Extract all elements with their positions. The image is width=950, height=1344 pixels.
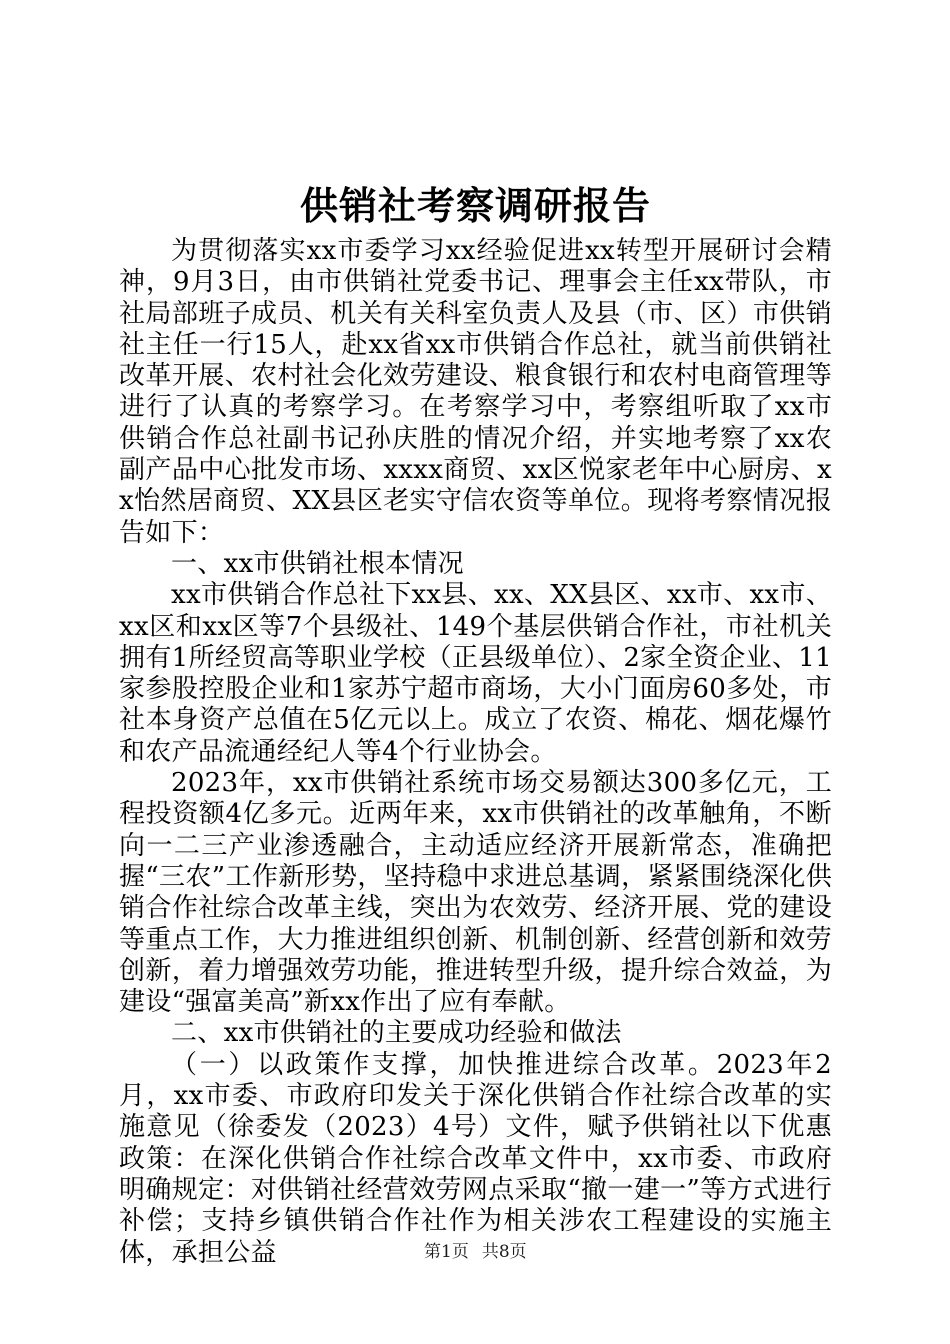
document-content — [119, 182, 832, 1269]
section-heading-1: 一、xx市供销社根本情况 — [171, 548, 464, 579]
paragraph-policy-support: （一）以政策作支撑，加快推进综合改革。2023年2月，xx市委、市政府印发关于深化供销合作社综合改革的实施意见（徐委发（2023）4号）文件，赋予供销社以下优惠政策：在深化供销合作社综合改革文件中，xx市委、市政府明确规定：对供销社经营效劳网点采取“撤一建一”等方式进行补偿；支持乡镇供销合作社作为相关涉农工程建设的实施主体，承担公益 — [119, 1049, 832, 1268]
page-footer — [424, 1240, 527, 1264]
paragraph-intro: 为贯彻落实xx市委学习xx经验促进xx转型开展研讨会精神，9月3日，由市供销社党委书记、理事会主任xx带队，市社局部班子成员、机关有关科室负责人及县（市、区）市供销社主任一行15人，赴xx省xx市供销合作总社，就当前供销社改革开展、农村社会化效劳建设、粮食银行和农村电商管理等进行了认真的考察学习。在考察学习中，考察组听取了xx市供销合作总社副书记孙庆胜的情况介绍，并实地考察了xx农副产品中心批发市场、xxxx商贸、xx区悦家老年中心厨房、xx怡然居商贸、XX县区老实守信农资等单位。现将考察情况报告如下： — [119, 236, 832, 548]
paragraph-reform-overview: 2023年，xx市供销社系统市场交易额达300多亿元，工程投资额4亿多元。近两年来，xx市供销社的改革触角，不断向一二三产业渗透融合，主动适应经济开展新常态，准确把握“三农”工作新形势，坚持稳中求进总基调，紧紧围绕深化供销合作社综合改革主线，突出为农效劳、经济开展、党的建设等重点工作，大力推进组织创新、机制创新、经营创新和效劳创新，着力增强效劳功能，推进转型升级，提升综合效益，为建设“强富美高”新xx作出了应有奉献。 — [119, 768, 832, 1018]
page-total-label: 共8页 — [481, 1242, 527, 1262]
section-heading-2: 二、xx市供销社的主要成功经验和做法 — [171, 1018, 622, 1049]
paragraph-basic-situation: xx市供销合作总社下xx县、xx、XX县区、xx市、xx市、xx区和xx区等7个县级社、149个基层供销合作社，市社机关拥有1所经贸高等职业学校（正县级单位）、2家全资企业、11家参股控股企业和1家苏宁超市商场，大小门面房60多处，市社本身资产总值在5亿元以上。成立了农资、棉花、烟花爆竹和农产品流通经纪人等4个行业协会。 — [119, 580, 832, 767]
page-number-label: 第1页 — [424, 1242, 469, 1262]
document-title: 供销社考察调研报告 — [299, 183, 651, 228]
